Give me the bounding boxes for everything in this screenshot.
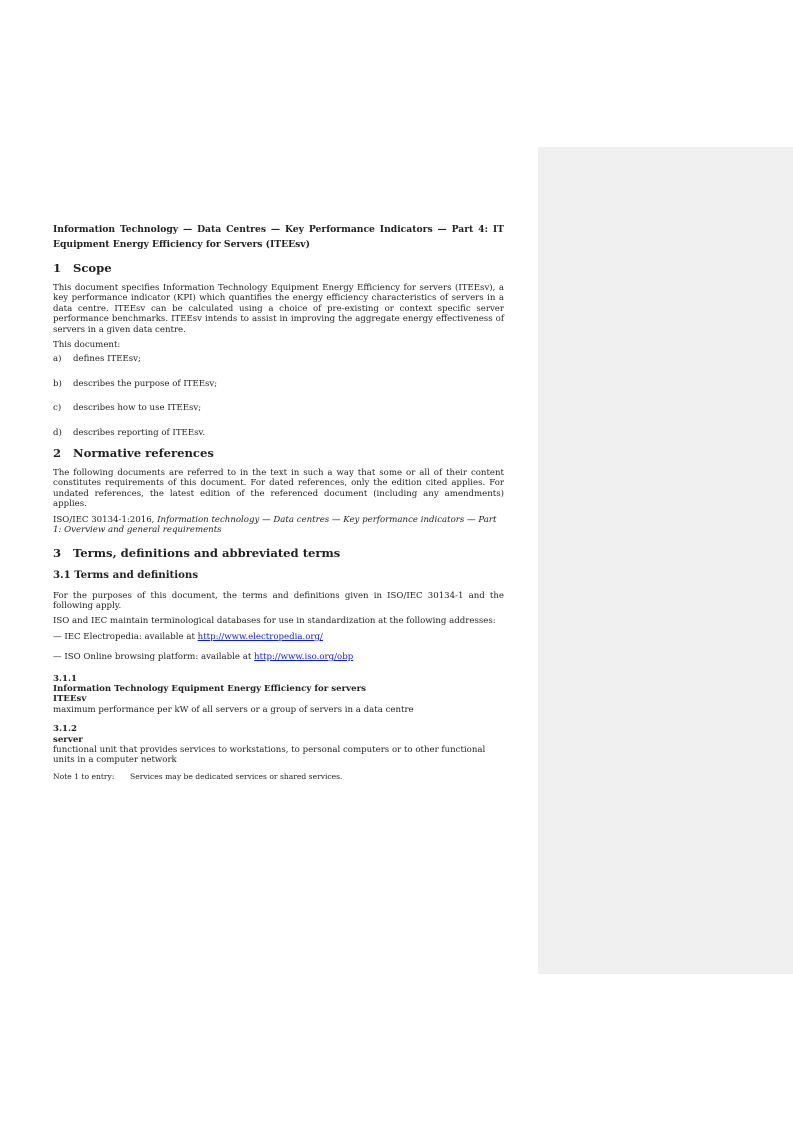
list-item-label: c) [53, 403, 62, 414]
obp-line [53, 652, 504, 662]
reference-id: ISO/IEC 30134-1:2016, [53, 514, 158, 525]
normative-reference [53, 515, 504, 536]
note-text: Services may be dedicated services or shared services. [130, 771, 343, 781]
list-item-label: a) [53, 354, 62, 365]
subsection-3-1-heading: 3.1 Terms and definitions [53, 568, 199, 581]
scope-list-intro: This document: [53, 340, 121, 351]
list-item [53, 379, 504, 389]
term-definition: functional unit that provides services to workstations, to personal computers or to other functional units in a computer network [53, 744, 486, 766]
document-title: Information Technology — Data Centres — Key Performance Indicators — Part 4: IT Equipment Energy Efficiency for Servers (ITEEsv) [53, 224, 504, 250]
scope-paragraph: This document specifies Information Technology Equipment Energy Efficiency for servers (ITEEsv), a key performance indicator (KPI) which quantifies the energy efficiency characteristics of servers in a data centre. ITEEsv can be calculated using a choice of pre-existing or context specific server performance benchmarks. ITEEsv intends to assist in improving the aggregate energy effectiveness of servers in a given data centre. [53, 283, 504, 335]
electropedia-prefix: — IEC Electropedia: available at [53, 631, 198, 642]
section-2-heading [53, 446, 504, 460]
section-3-title: Terms, definitions and abbreviated terms [73, 545, 341, 560]
section-1-heading [53, 261, 504, 275]
term-definition: maximum performance per kW of all servers or a group of servers in a data centre [53, 704, 414, 715]
list-item-text: defines ITEEsv; [73, 354, 141, 365]
obp-link[interactable]: http://www.iso.org/obp [254, 652, 354, 663]
comment-pane [538, 147, 793, 974]
section-2-number: 2 [53, 446, 62, 461]
term-entry-3-1-1 [53, 674, 504, 716]
list-item [53, 428, 504, 438]
document-page [53, 222, 504, 782]
list-item-text: describes the purpose of ITEEsv; [73, 378, 218, 389]
list-item-label: b) [53, 378, 62, 389]
term-name: Information Technology Equipment Energy Efficiency for servers [53, 683, 366, 694]
electropedia-line [53, 632, 504, 642]
note-to-entry [53, 772, 504, 782]
list-item [53, 354, 504, 364]
term-name: server [53, 734, 83, 745]
term-number: 3.1.2 [53, 724, 77, 735]
note-label: Note 1 to entry: [53, 771, 115, 781]
list-item [53, 403, 504, 413]
section-3-heading [53, 546, 504, 560]
section-1-title: Scope [73, 261, 112, 275]
list-item-text: describes reporting of ITEEsv. [73, 427, 206, 438]
list-item-text: describes how to use ITEEsv; [73, 403, 202, 414]
electropedia-link[interactable]: http://www.electropedia.org/ [197, 631, 323, 642]
obp-prefix: — ISO Online browsing platform: available at [53, 652, 255, 663]
reference-title: Information technology — Data centres — Key performance indicators — Part 1: Overview and general requirements [53, 514, 497, 536]
section-2-title: Normative references [73, 446, 214, 461]
term-number: 3.1.1 [53, 673, 77, 684]
term-entry-3-1-2 [53, 724, 504, 766]
databases-paragraph: ISO and IEC maintain terminological databases for use in standardization at the following addresses: [53, 616, 496, 627]
normative-paragraph: The following documents are referred to in the text in such a way that some or all of their content constitutes requirements of this document. For dated references, only the edition cited applies. For undated references, the latest edition of the referenced document (including any amendments) applies. [53, 468, 504, 510]
section-3-number: 3 [53, 545, 62, 560]
terms-paragraph: For the purposes of this document, the terms and definitions given in ISO/IEC 30134-1 and the following apply. [53, 590, 504, 611]
list-item-label: d) [53, 427, 62, 438]
term-abbreviation: ITEEsv [53, 694, 87, 705]
section-1-number: 1 [53, 261, 62, 275]
